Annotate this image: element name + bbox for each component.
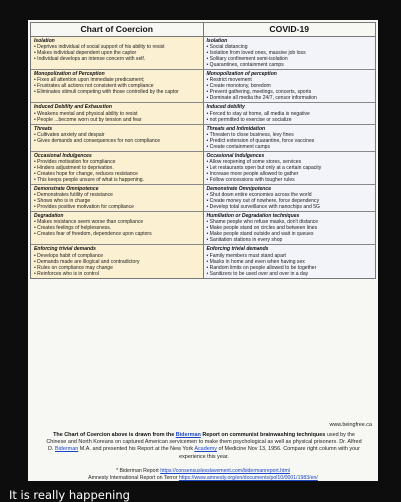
left-cell-title: Induced Debility and Exhaustion	[34, 104, 112, 111]
right-cell-item-text: Predict extension of quarantine, force vaccines	[209, 137, 315, 144]
bullet-icon: •	[34, 252, 38, 259]
right-cell-item-text: Sanitizers to be used over and over in a day	[209, 270, 309, 277]
right-cell-item	[207, 271, 373, 277]
left-cell-item	[34, 231, 200, 237]
para-part4: M.A. and presented his Report at the New York	[78, 446, 195, 453]
right-cell	[204, 245, 376, 277]
table-row	[31, 37, 375, 70]
table-row	[31, 185, 375, 212]
left-cell-title: Degradation	[34, 213, 64, 220]
table-body	[31, 37, 375, 278]
right-cell-title: Demonstrate Omnipotence	[206, 186, 272, 193]
bullet-icon: •	[34, 44, 38, 51]
left-cell-item-text: Weakens mental and physical ability to resist	[37, 110, 138, 117]
right-cell-item-text: Random limits on people allowed to be together	[209, 264, 317, 271]
post-caption: It is really happening	[9, 488, 130, 502]
left-cell	[31, 37, 204, 69]
right-cell-title: Enforcing trivial demands	[206, 246, 269, 253]
left-cell-item-text: Reinforces who is in control	[37, 270, 99, 277]
table-row	[31, 152, 375, 185]
left-cell-item-text: Makes resistance seem worse than compliance	[37, 219, 144, 226]
left-cell-item-text: Provides motivation for compliance	[37, 158, 116, 165]
right-cell	[204, 185, 376, 211]
left-cell-item	[34, 89, 200, 95]
table-row	[31, 125, 375, 152]
reference-amnesty	[34, 475, 372, 482]
right-cell-title: Induced debility	[206, 104, 245, 111]
para-part1: The Chart of Coercion above is drawn from the	[53, 432, 176, 438]
bullet-icon: •	[206, 164, 210, 171]
bullet-icon: •	[34, 264, 38, 271]
bullet-icon: •	[34, 270, 38, 277]
right-cell-item-text: Allow reopening of some stores, services	[209, 158, 302, 165]
bullet-icon: •	[34, 176, 38, 183]
ref1-label: * Biderman Report	[116, 468, 161, 474]
left-cell-title: Threats	[34, 125, 53, 132]
left-cell	[31, 70, 204, 102]
bullet-icon: •	[34, 258, 38, 265]
left-cell-item-text: Frustrates all actions not consistent with compliance	[37, 83, 154, 90]
bullet-icon: •	[206, 219, 210, 226]
bullet-icon: •	[34, 89, 38, 96]
left-cell-item-text: Creates feelings of helplessness.	[37, 225, 112, 232]
bullet-icon: •	[206, 77, 210, 84]
bullet-icon: •	[34, 110, 38, 117]
right-cell-item-text: Make people stand on circles and between lines	[209, 225, 318, 232]
bullet-icon: •	[34, 192, 38, 199]
left-cell-title: Occasional Indulgences	[34, 152, 92, 159]
right-cell-item-text: Threaten to close business, levy fines	[209, 131, 294, 138]
bullet-icon: •	[34, 50, 38, 57]
right-cell-item-text: Shut down entire economies across the world	[209, 192, 312, 199]
references	[34, 468, 372, 481]
left-cell	[31, 125, 204, 151]
bullet-icon: •	[206, 252, 210, 259]
chart-image-card[interactable]	[28, 20, 378, 481]
bullet-icon: •	[206, 237, 210, 244]
table-row	[31, 70, 375, 103]
bullet-icon: •	[206, 231, 210, 238]
right-cell	[204, 37, 376, 69]
bullet-icon: •	[206, 204, 210, 211]
bullet-icon: •	[34, 158, 38, 165]
left-cell	[31, 103, 204, 123]
left-column-header: Chart of Coercion	[31, 23, 204, 36]
bullet-icon: •	[34, 131, 38, 138]
right-cell	[204, 125, 376, 151]
right-cell	[204, 70, 376, 102]
bullet-icon: •	[206, 83, 210, 90]
right-cell-item-text: Solitary confinement semi-isolation	[209, 56, 288, 63]
right-cell-title: Humiliation or Degradation techniques	[206, 213, 300, 220]
left-cell-item-text: Deprives individual of social support of his ability to resist	[37, 44, 165, 51]
right-cell-item-text: Create money out of nowhere, force dependency	[209, 198, 320, 205]
right-cell-item-text: Create containment camps	[209, 143, 270, 150]
left-cell-item-text: People ...become worn out by tension and fear	[37, 116, 142, 123]
right-cell-item-text: Shame people who refuse masks, don't distance	[209, 219, 319, 226]
reference-biderman	[34, 468, 372, 475]
bullet-icon: •	[206, 95, 210, 102]
left-cell-item-text: Fixes all attention upon immediate predicament;	[37, 77, 145, 84]
bullet-icon: •	[206, 116, 210, 123]
bullet-icon: •	[206, 89, 210, 96]
bullet-icon: •	[206, 143, 210, 150]
right-cell-item	[207, 204, 373, 210]
left-cell-item-text: Rules on compliance may change	[37, 264, 113, 271]
left-cell	[31, 152, 204, 184]
right-cell-item	[207, 144, 373, 150]
right-column-header: COVID-19	[269, 24, 310, 34]
bullet-icon: •	[206, 270, 210, 277]
left-cell-item-text: Shows who is in charge	[37, 198, 91, 205]
ref2-label: Amnesty International Report on Terror	[88, 474, 179, 481]
right-cell-title: Threats and Intimidation	[206, 125, 266, 132]
bullet-icon: •	[34, 231, 38, 238]
bullet-icon: •	[206, 170, 210, 177]
left-cell-item	[34, 177, 200, 183]
right-cell	[204, 152, 376, 184]
left-cell	[31, 212, 204, 244]
left-cell-title: Monopolization of Perception	[34, 71, 105, 78]
right-cell-item-text: Create monotony, boredom	[209, 83, 271, 90]
right-cell-item-text: Let restaurants open but only at a certain capacity	[209, 164, 322, 171]
biderman-link-2[interactable]: Biderman	[54, 446, 79, 453]
right-cell-item-text: Dominate all media the 24/7, censor information	[209, 95, 317, 102]
left-cell	[31, 245, 204, 277]
right-cell-item-text: Isolation from loved ones, massive job loss	[209, 50, 306, 57]
top-bar	[0, 0, 401, 20]
table-row	[31, 212, 375, 245]
left-cell-item-text: Makes individual dependent upon the captor	[37, 50, 137, 57]
left-cell-item-text: Creates fear of freedom, dependence upon captors	[37, 231, 152, 238]
bullet-icon: •	[34, 198, 38, 205]
right-cell-item-text: Family members must stand apart	[209, 252, 286, 259]
right-cell-item-text: Make people stand outside and wait in queues	[209, 231, 314, 238]
para-part5: of Medicine Nov 13, 1956. Compare right column with your experience this year.	[179, 446, 360, 460]
bullet-icon: •	[206, 110, 210, 117]
website-label: www.beingfree.ca	[329, 422, 372, 428]
biderman-link[interactable]: Biderman	[175, 432, 201, 438]
left-cell-item	[34, 271, 200, 277]
left-cell-title: Enforcing trivial demands	[34, 246, 96, 253]
bullet-icon: •	[206, 62, 210, 69]
academy-link[interactable]: Academy	[194, 446, 217, 453]
bullet-icon: •	[34, 164, 38, 171]
bullet-icon: •	[206, 56, 210, 63]
bullet-icon: •	[206, 198, 210, 205]
bullet-icon: •	[34, 83, 38, 90]
left-cell-item-text: Hinders adjustment to deprivation.	[37, 164, 114, 171]
left-cell-item-text: This keeps people unsure of what is happening.	[37, 176, 144, 183]
right-cell-title: Isolation	[206, 38, 228, 44]
para-part3: used by the Chinese and North Koreans on captured American servicemen to make them psychological as well as physical prisoners. Dr. Alfred D.	[46, 432, 362, 453]
right-cell-item-text: not permitted to exercise or socialize	[209, 116, 292, 123]
left-cell-item	[34, 56, 200, 62]
right-cell-item-text: Develop total surveillance with nanochips and 5G	[209, 204, 320, 211]
bullet-icon: •	[34, 56, 38, 63]
table-header	[31, 23, 375, 37]
left-cell-item-text: Demonstrates futility of resistance	[37, 192, 113, 199]
bullet-icon: •	[34, 77, 38, 84]
left-cell-item	[34, 138, 200, 144]
table-row	[31, 245, 375, 277]
right-cell-item	[207, 62, 373, 68]
bullet-icon: •	[34, 116, 38, 123]
right-cell-title: Occasional Indulgences	[206, 152, 265, 159]
bullet-icon: •	[206, 264, 210, 271]
right-cell-item-text: Forced to stay at home, all media is negative	[209, 110, 310, 117]
left-cell-item-text: Cultivates anxiety and despair	[37, 131, 105, 138]
explanation-paragraph	[44, 432, 364, 461]
bullet-icon: •	[206, 44, 210, 51]
bullet-icon: •	[206, 258, 210, 265]
right-cell-item-text: Quarantines, containment camps	[209, 62, 284, 69]
right-cell-item	[207, 177, 373, 183]
para-part2: Report on communist brainwashing techniques	[200, 432, 326, 438]
right-cell-item	[207, 237, 373, 243]
right-cell-item-text: Sanitation stations in every shop	[209, 237, 283, 244]
bullet-icon: •	[206, 225, 210, 232]
right-cell-item-text: Follow concessions with tougher rules	[209, 176, 295, 183]
left-cell-item-text: Creates hope for change, reduces resistance	[37, 170, 138, 177]
bullet-icon: •	[206, 176, 210, 183]
bullet-icon: •	[34, 204, 38, 211]
right-cell-item	[207, 95, 373, 101]
left-cell-item-text: Develops habit of compliance	[37, 252, 104, 259]
right-cell-item-text: Increase more people allowed to gather	[209, 170, 299, 177]
left-cell-item-text: Demands made are illogical and contradictory	[37, 258, 140, 265]
bullet-icon: •	[34, 225, 38, 232]
right-cell	[204, 212, 376, 244]
ref1-link[interactable]: https://consensuslesslavement.com/bidermanreport.html	[160, 468, 290, 474]
ref2-link[interactable]: https://www.amnesty.org/en/documents/pol10/0001/1983/en/	[178, 474, 318, 481]
coercion-table	[30, 22, 376, 279]
bullet-icon: •	[206, 131, 210, 138]
table-row	[31, 103, 375, 124]
right-cell-title: Monopolization of perception	[206, 71, 277, 78]
left-cell-title: Isolation	[34, 38, 55, 44]
left-cell-item-text: Eliminates stimuli competing with those controlled by the captor	[37, 89, 179, 96]
right-cell-item	[207, 117, 373, 123]
left-cell-item-text: Provides positive motivation for compliance	[37, 204, 134, 211]
bullet-icon: •	[34, 219, 38, 226]
left-cell-item-text: Individual develops an intense concern with self.	[37, 56, 146, 63]
bullet-icon: •	[34, 170, 38, 177]
bullet-icon: •	[206, 158, 210, 165]
right-cell-item-text: Social distancing	[209, 44, 248, 51]
right-cell-item-text: Prevent gathering, meetings, concerts, sports	[209, 89, 312, 96]
bullet-icon: •	[206, 192, 210, 199]
right-cell-item-text: Masks in home and even when having sex	[209, 258, 305, 265]
bullet-icon: •	[206, 50, 210, 57]
left-cell-item-text: Gives demands and consequences for non compliance	[37, 137, 161, 144]
left-cell-item	[34, 117, 200, 123]
bullet-icon: •	[206, 137, 210, 144]
left-cell	[31, 185, 204, 211]
left-cell-item	[34, 204, 200, 210]
bullet-icon: •	[34, 137, 38, 144]
right-cell	[204, 103, 376, 123]
right-cell-item-text: Restrict movement	[209, 77, 252, 84]
left-cell-title: Demonstrate Omnipotence	[34, 186, 99, 193]
